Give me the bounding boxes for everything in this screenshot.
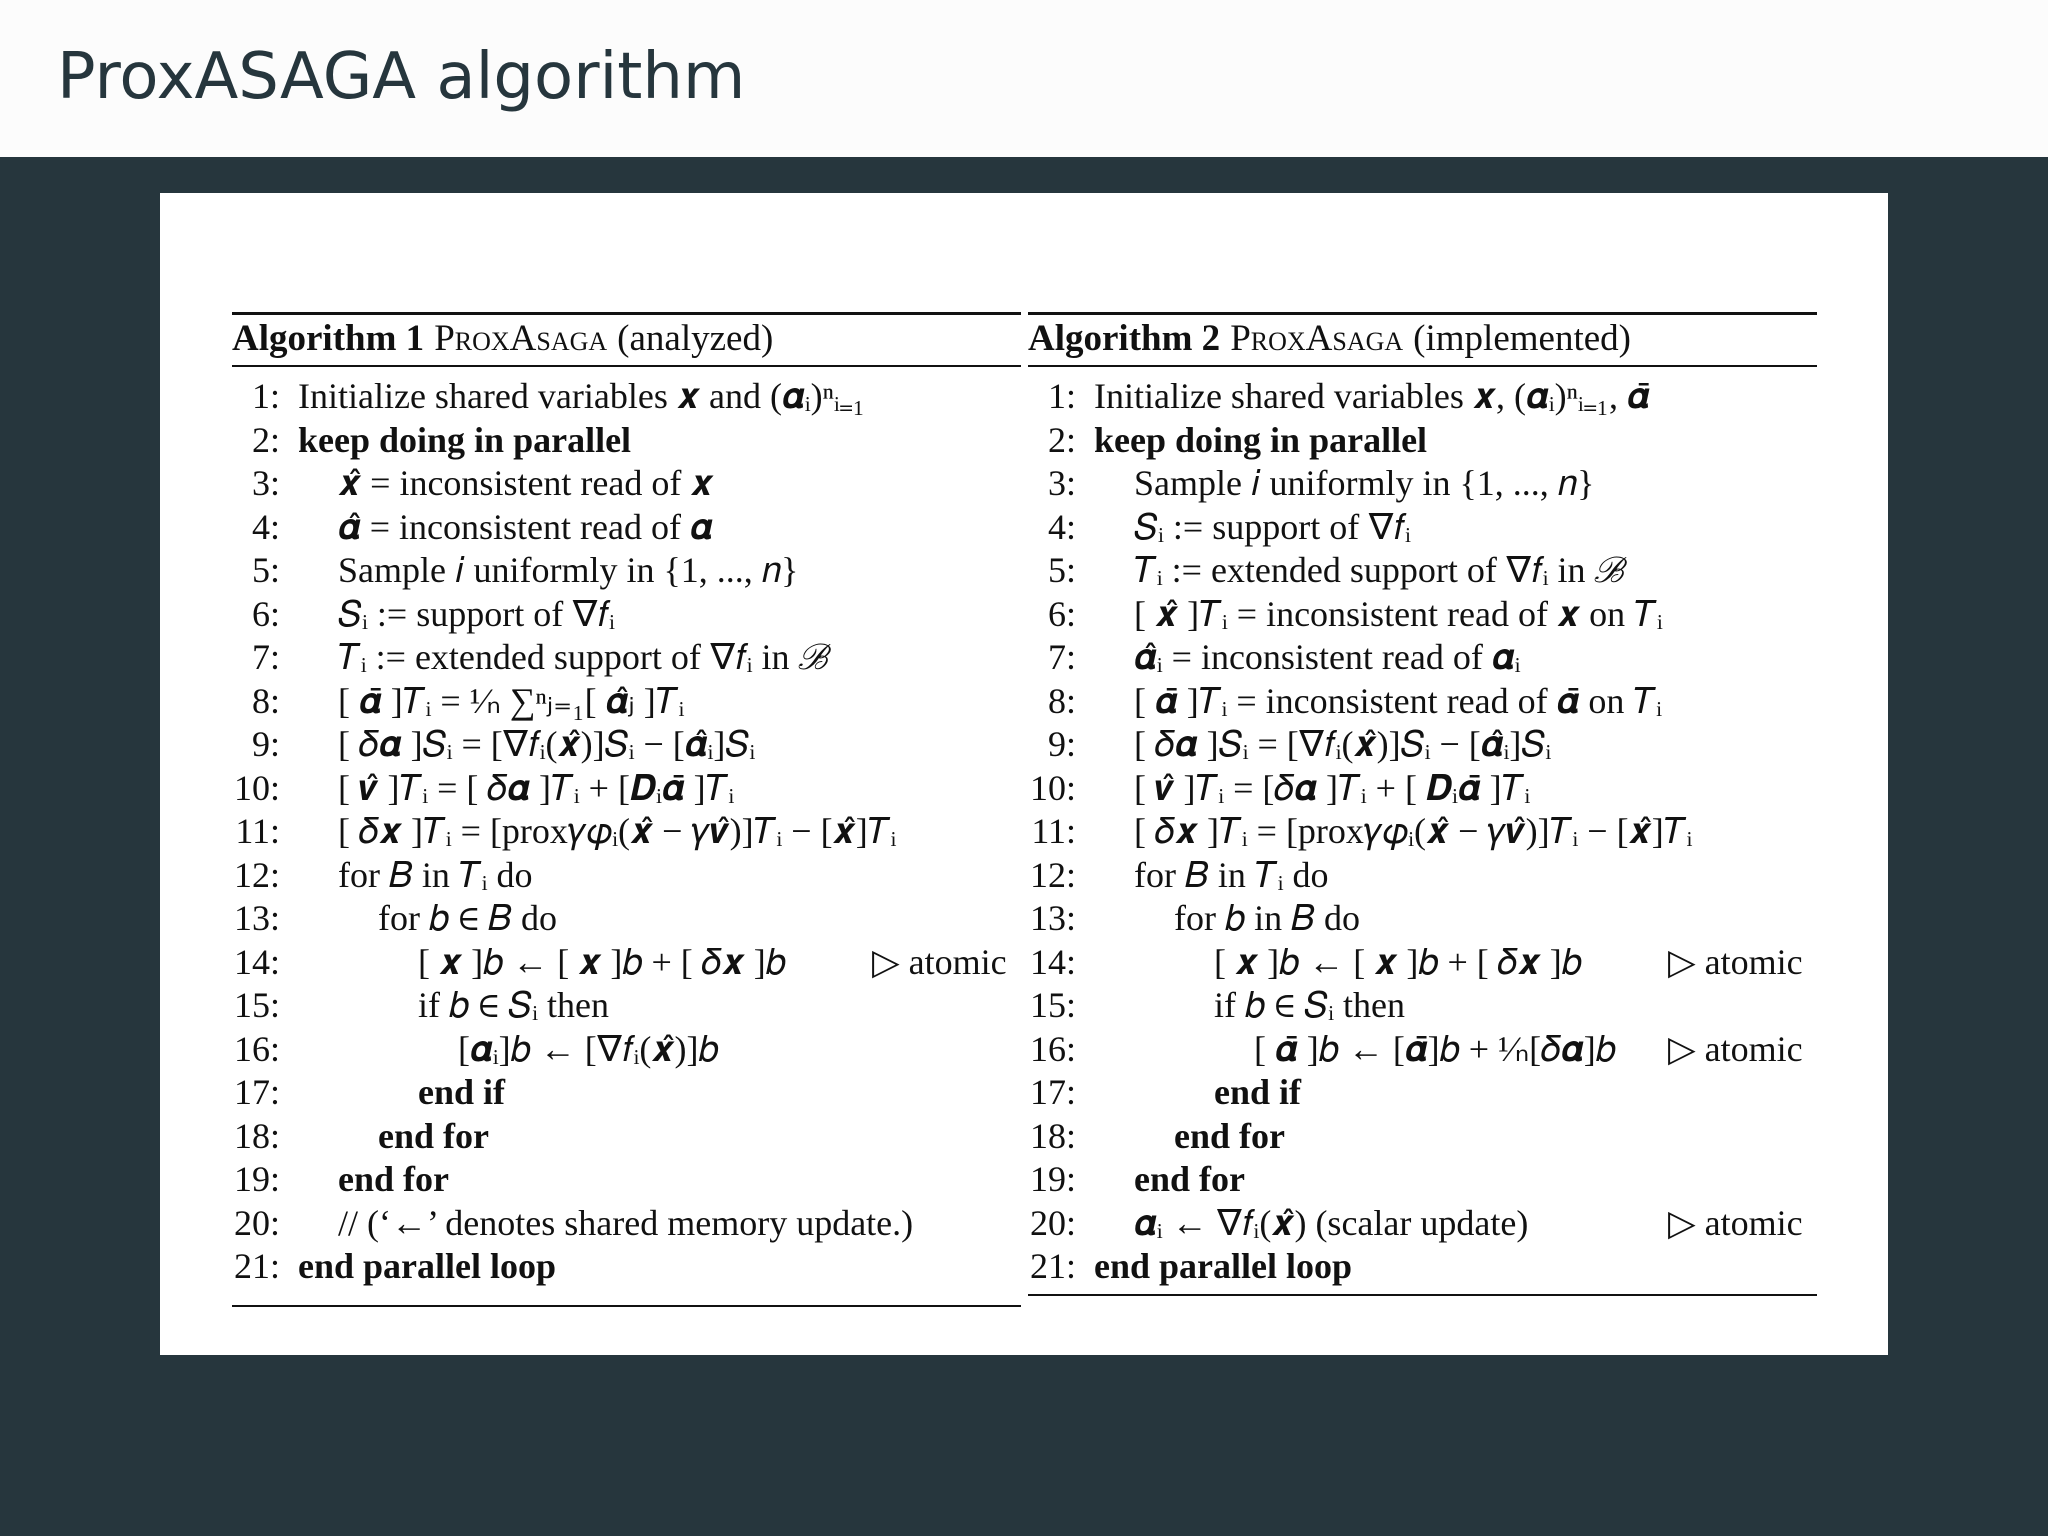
line-number: 18:	[1029, 1115, 1076, 1156]
algorithm-2-number: Algorithm 2	[1028, 318, 1221, 359]
line-number: 3:	[1047, 463, 1076, 503]
line-code: 𝜶ᵢ ← ∇𝑓ᵢ(𝒙̂) (scalar update)	[1134, 1202, 1529, 1243]
line-code: 𝜶̂ = inconsistent read of 𝜶	[338, 506, 713, 547]
line-number: 11:	[1031, 811, 1076, 851]
line-code: [ 𝜶̄ ]𝑏 ← [𝜶̄]𝑏 + ¹⁄ₙ[𝛿𝜶]𝑏	[1254, 1028, 1616, 1069]
algorithm-line	[1028, 810, 1692, 852]
algorithm-line	[232, 723, 755, 765]
algorithm-line	[232, 767, 734, 809]
algorithm-1-header	[232, 315, 1021, 367]
figure-panel	[160, 193, 1888, 1355]
line-code: // (‘←’ denotes shared memory update.)	[338, 1202, 914, 1243]
line-number: 8:	[1047, 680, 1076, 721]
line-code: end parallel loop	[298, 1246, 557, 1286]
line-code: [ 𝛿𝒙 ]𝑇ᵢ = [prox𝛾𝜑ᵢ(𝒙̂ − 𝛾𝒗̂)]𝑇ᵢ − [𝒙̂]𝑇ᵢ	[338, 811, 897, 851]
algorithm-line	[1028, 636, 1521, 678]
line-code: 𝑆ᵢ := support of ∇𝑓ᵢ	[338, 593, 615, 634]
line-code: keep doing in parallel	[1094, 419, 1428, 460]
algorithm-2-block	[1028, 312, 1817, 1305]
algorithm-line	[1028, 984, 1405, 1026]
line-number: 6:	[251, 593, 280, 634]
algorithm-1-number: Algorithm 1	[232, 318, 425, 359]
line-code: [ 𝜶̄ ]𝑇ᵢ = inconsistent read of 𝜶̄ on 𝑇ᵢ	[1134, 680, 1662, 721]
line-code: end for	[1134, 1159, 1245, 1199]
line-code: [ 𝒗̂ ]𝑇ᵢ = [𝛿𝜶 ]𝑇ᵢ + [ 𝑫ᵢ𝜶̄ ]𝑇ᵢ	[1134, 767, 1531, 808]
algorithm-line	[1028, 375, 1650, 417]
algorithm-line	[1028, 680, 1662, 722]
algorithm-line	[232, 897, 557, 939]
algorithm-line	[1028, 767, 1530, 809]
line-number: 16:	[1029, 1028, 1076, 1069]
line-code: 𝒙̂ = inconsistent read of 𝒙	[338, 463, 714, 503]
algorithm-line	[232, 506, 713, 548]
line-number: 17:	[233, 1072, 280, 1112]
line-number: 2:	[1047, 419, 1076, 460]
slide-title: ProxASAGA algorithm	[57, 40, 746, 114]
line-code: if 𝑏 ∈ 𝑆ᵢ then	[418, 985, 610, 1025]
algorithm-line	[1028, 897, 1360, 939]
line-number: 9:	[1047, 724, 1076, 764]
algorithm-line	[232, 636, 832, 678]
algorithm-line	[232, 1115, 489, 1157]
line-number: 11:	[235, 811, 280, 851]
line-code: end for	[378, 1115, 489, 1156]
algorithm-1-name: ProxAsaga	[434, 318, 608, 359]
algorithm-line	[232, 375, 865, 417]
line-number: 15:	[1029, 985, 1076, 1025]
line-code: for 𝐵 in 𝑇ᵢ do	[1134, 854, 1329, 895]
algorithm-2-subtitle: (implemented)	[1413, 318, 1631, 359]
line-comment: ▷ atomic	[872, 941, 1007, 982]
line-number: 4:	[251, 506, 280, 547]
line-code: for 𝐵 in 𝑇ᵢ do	[338, 854, 533, 895]
algorithm-line	[232, 1202, 913, 1244]
line-code: for 𝑏 in 𝐵 do	[1174, 898, 1361, 938]
line-code: 𝑇ᵢ := extended support of ∇𝑓ᵢ in ℬ	[1134, 550, 1628, 590]
line-comment: ▷ atomic	[1668, 1202, 1803, 1243]
line-code: 𝑇ᵢ := extended support of ∇𝑓ᵢ in ℬ	[338, 637, 832, 677]
algorithm-line	[232, 462, 714, 504]
line-number: 13:	[233, 898, 280, 938]
line-comment: ▷ atomic	[1668, 1028, 1803, 1069]
algorithm-line	[232, 680, 684, 722]
line-number: 13:	[1029, 898, 1076, 938]
line-code: [ 𝒗̂ ]𝑇ᵢ = [ 𝛿𝜶 ]𝑇ᵢ + [𝑫ᵢ𝜶̄ ]𝑇ᵢ	[338, 767, 735, 808]
line-code: [𝜶ᵢ]𝑏 ← [∇𝑓ᵢ(𝒙̂)]𝑏	[458, 1028, 719, 1069]
line-number: 3:	[251, 463, 280, 503]
algorithm-2-name: ProxAsaga	[1230, 318, 1404, 359]
line-number: 7:	[251, 637, 280, 677]
algorithm-line	[1028, 549, 1628, 591]
line-number: 12:	[1029, 854, 1076, 895]
line-number: 5:	[1047, 550, 1076, 590]
line-code: 𝑆ᵢ := support of ∇𝑓ᵢ	[1134, 506, 1411, 547]
line-number: 2:	[251, 419, 280, 460]
line-number: 10:	[233, 767, 280, 808]
line-number: 20:	[1029, 1202, 1076, 1243]
line-number: 4:	[1047, 506, 1076, 547]
algorithm-line	[1028, 1158, 1245, 1200]
algorithm-line	[232, 941, 1007, 983]
line-number: 19:	[233, 1159, 280, 1199]
line-code: [ 𝒙̂ ]𝑇ᵢ = inconsistent read of 𝒙 on 𝑇ᵢ	[1134, 593, 1663, 634]
line-code: [ 𝒙 ]𝑏 ← [ 𝒙 ]𝑏 + [ 𝛿𝒙 ]𝑏	[1214, 941, 1582, 982]
algorithm-line	[1028, 593, 1663, 635]
algorithm-line	[1028, 854, 1329, 896]
line-code: Initialize shared variables 𝒙, (𝜶ᵢ)ⁿᵢ₌₁, 𝜶̄	[1094, 376, 1650, 416]
algorithm-line	[232, 1028, 719, 1070]
line-number: 5:	[251, 550, 280, 590]
line-code: end parallel loop	[1094, 1246, 1353, 1286]
line-number: 17:	[1029, 1072, 1076, 1112]
line-code: [ 𝛿𝜶 ]𝑆ᵢ = [∇𝑓ᵢ(𝒙̂)]𝑆ᵢ − [𝜶̂ᵢ]𝑆ᵢ	[338, 724, 756, 764]
algorithm-1-block	[232, 312, 1021, 1307]
algorithm-line	[1028, 1202, 1803, 1244]
algorithm-line	[232, 810, 896, 852]
algorithm-line	[232, 549, 798, 591]
line-code: end if	[1214, 1072, 1302, 1112]
algorithm-line	[1028, 1115, 1285, 1157]
line-code: [ 𝛿𝒙 ]𝑇ᵢ = [prox𝛾𝜑ᵢ(𝒙̂ − 𝛾𝒗̂)]𝑇ᵢ − [𝒙̂]𝑇ᵢ	[1134, 811, 1693, 851]
line-number: 12:	[233, 854, 280, 895]
line-code: end if	[418, 1072, 506, 1112]
line-number: 19:	[1029, 1159, 1076, 1199]
line-code: [ 𝒙 ]𝑏 ← [ 𝒙 ]𝑏 + [ 𝛿𝒙 ]𝑏	[418, 941, 786, 982]
line-code: end for	[338, 1159, 449, 1199]
line-number: 18:	[233, 1115, 280, 1156]
line-number: 7:	[1047, 637, 1076, 677]
line-number: 20:	[233, 1202, 280, 1243]
line-number: 14:	[1029, 941, 1076, 982]
line-number: 1:	[1047, 376, 1076, 416]
line-code: for 𝑏 ∈ 𝐵 do	[378, 898, 558, 938]
algorithm-line	[1028, 1245, 1352, 1287]
line-number: 8:	[251, 680, 280, 721]
line-code: Sample 𝑖 uniformly in {1, ..., 𝑛}	[338, 550, 799, 590]
line-code: end for	[1174, 1115, 1285, 1156]
algorithm-line	[232, 1245, 556, 1287]
line-number: 9:	[251, 724, 280, 764]
algorithm-2-header	[1028, 315, 1817, 367]
algorithm-line	[232, 1071, 505, 1113]
line-number: 21:	[233, 1246, 280, 1286]
algorithm-line	[232, 984, 609, 1026]
algorithm-line	[1028, 1028, 1803, 1070]
line-code: Initialize shared variables 𝒙 and (𝜶ᵢ)ⁿᵢ₌₁	[298, 376, 865, 416]
line-number: 10:	[1029, 767, 1076, 808]
algorithm-1-subtitle: (analyzed)	[617, 318, 774, 359]
line-code: keep doing in parallel	[298, 419, 632, 460]
algorithm-line	[232, 854, 533, 896]
algorithm-line	[1028, 506, 1411, 548]
algorithm-2-bottom-rule	[1028, 1294, 1817, 1296]
line-code: Sample 𝑖 uniformly in {1, ..., 𝑛}	[1134, 463, 1595, 503]
algorithm-line	[1028, 723, 1551, 765]
line-comment: ▷ atomic	[1668, 941, 1803, 982]
line-code: [ 𝜶̄ ]𝑇ᵢ = ¹⁄ₙ ∑ⁿⱼ₌₁[ 𝜶̂ⱼ ]𝑇ᵢ	[338, 680, 685, 721]
line-code: if 𝑏 ∈ 𝑆ᵢ then	[1214, 985, 1406, 1025]
line-code: 𝜶̂ᵢ = inconsistent read of 𝜶ᵢ	[1134, 637, 1521, 677]
algorithm-line	[232, 1158, 449, 1200]
line-number: 16:	[233, 1028, 280, 1069]
slide-header	[0, 0, 2048, 157]
algorithm-line	[1028, 941, 1803, 983]
line-number: 15:	[233, 985, 280, 1025]
algorithm-line	[1028, 419, 1427, 461]
line-code: [ 𝛿𝜶 ]𝑆ᵢ = [∇𝑓ᵢ(𝒙̂)]𝑆ᵢ − [𝜶̂ᵢ]𝑆ᵢ	[1134, 724, 1552, 764]
algorithm-line	[1028, 1071, 1301, 1113]
line-number: 1:	[251, 376, 280, 416]
line-number: 6:	[1047, 593, 1076, 634]
algorithm-line	[1028, 462, 1594, 504]
line-number: 21:	[1029, 1246, 1076, 1286]
line-number: 14:	[233, 941, 280, 982]
algorithm-line	[232, 593, 615, 635]
algorithm-line	[232, 419, 631, 461]
